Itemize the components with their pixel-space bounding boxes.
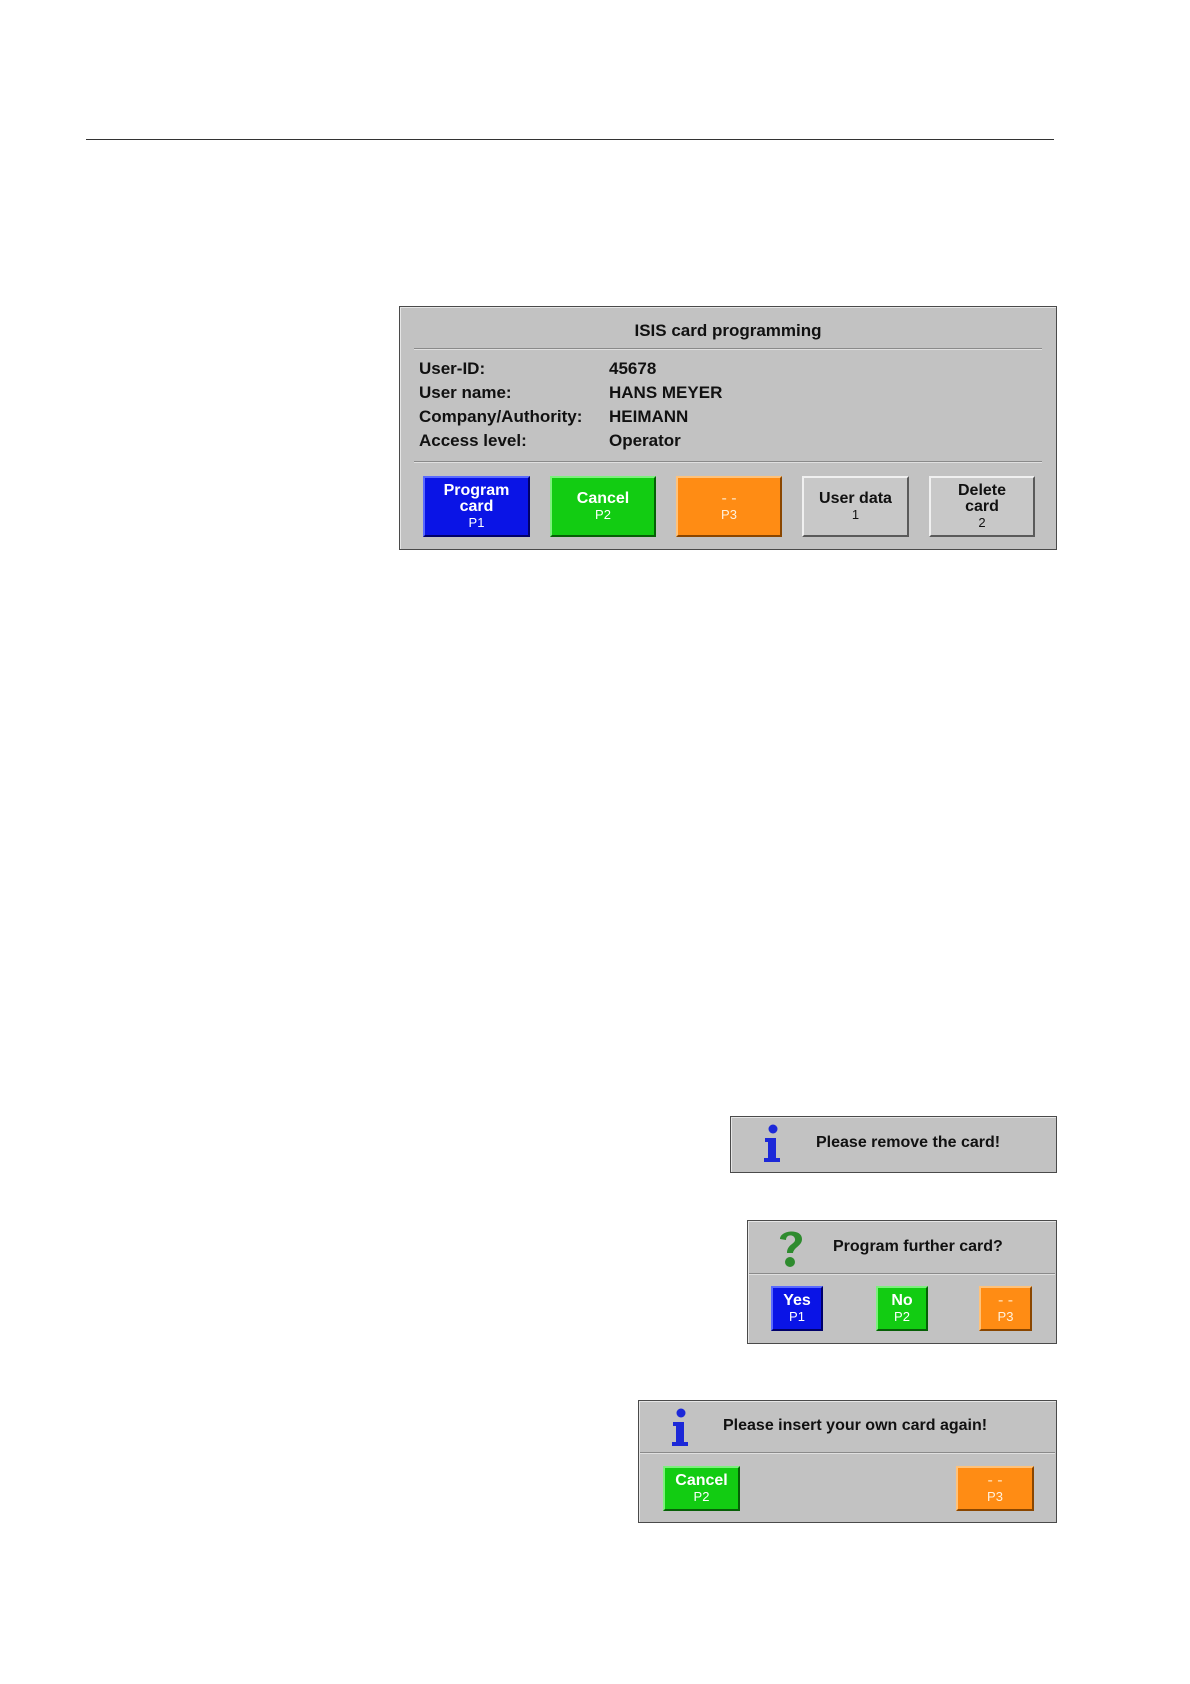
field-value: HANS MEYER [609,383,723,402]
button-key: 2 [978,514,986,530]
button-key: P1 [789,1308,805,1324]
no-button[interactable] [876,1286,928,1331]
info-icon [761,1124,783,1164]
button-key: P3 [721,506,737,522]
remove-card-dialog [730,1116,1057,1173]
button-label: - - [721,489,737,507]
fields-separator [414,461,1042,463]
button-label: Delete [957,481,1007,499]
button-label: User data [819,489,892,507]
button-key: P2 [693,1488,710,1504]
card-programming-dialog [399,306,1057,550]
title-separator [414,348,1042,350]
field-user-id [419,358,656,380]
further-card-dialog [747,1220,1057,1344]
button-key: P3 [997,1308,1014,1324]
field-user-name [419,382,722,404]
message-separator [640,1452,1055,1454]
message-separator [749,1273,1055,1275]
program-card-button[interactable] [423,476,530,537]
button-label: Cancel [675,1471,728,1489]
button-label: card [459,497,494,515]
button-label: No [891,1291,913,1309]
p3-button[interactable] [979,1286,1032,1331]
p3-button[interactable] [676,476,782,537]
button-label: Yes [783,1291,811,1309]
field-label: Access level: [419,431,527,450]
field-label: User name: [419,383,512,402]
message-text: Please insert your own card again! [723,1417,988,1434]
button-key: P2 [894,1308,910,1324]
yes-button[interactable] [771,1286,823,1331]
button-label: Program [443,481,510,499]
field-company [419,406,688,428]
field-access-level [419,430,681,452]
button-label: - - [987,1471,1003,1489]
field-value: HEIMANN [609,407,689,426]
delete-card-button[interactable] [929,476,1035,537]
insert-own-card-dialog [638,1400,1057,1523]
message-text: Program further card? [833,1238,1003,1255]
header-rule [86,139,1054,140]
dialog-title: ISIS card programming [634,321,822,340]
button-key: P3 [987,1488,1003,1504]
info-icon [669,1408,691,1448]
button-key: 1 [851,506,860,522]
button-label: card [965,497,999,515]
cancel-button[interactable] [550,476,656,537]
button-key: P1 [468,514,485,530]
user-data-button[interactable] [802,476,909,537]
message-text: Please remove the card! [816,1134,1001,1151]
cancel-button[interactable] [663,1466,740,1511]
field-value: 45678 [609,359,657,378]
question-icon [776,1227,806,1269]
button-label: Cancel [576,489,630,507]
field-value: Operator [609,431,681,450]
p3-button[interactable] [956,1466,1034,1511]
field-label: User-ID: [419,359,486,378]
field-label: Company/Authority: [419,407,583,426]
button-key: P2 [595,506,611,522]
button-label: - - [997,1291,1014,1309]
